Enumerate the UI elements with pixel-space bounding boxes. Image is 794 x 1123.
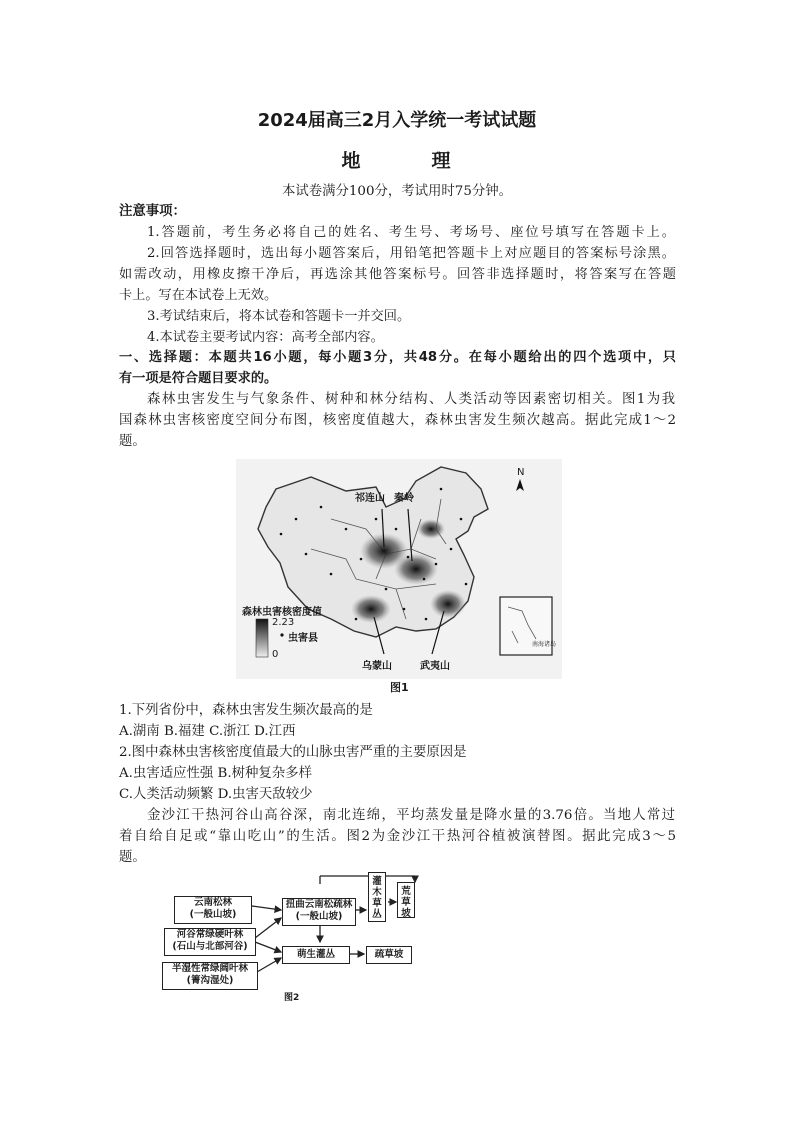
q2-options-cd: C.人类活动频繁 D.虫害天敌较少: [119, 787, 313, 802]
legend-dot-icon: [280, 633, 283, 636]
label-qilian: 祁连山: [355, 493, 385, 504]
box-twisted-pine: 扭曲云南松疏林 (一般山坡): [282, 898, 356, 926]
box-sparse-grass: 疏草坡: [366, 946, 412, 964]
vegetation-succession-diagram: [160, 872, 440, 1002]
north-label: N: [517, 467, 525, 478]
box-broadleaf-forest: 半湿性常绿阔叶林 (箐沟湿处): [162, 962, 258, 990]
box-yunnan-pine: 云南松林 (一般山坡): [174, 896, 252, 924]
label-qinling: 秦岭: [394, 493, 414, 504]
legend-max: 2.23: [272, 617, 295, 628]
note-3: 3.考试结束后，将本试卷和答题卡一并交回。: [147, 309, 411, 324]
label-wuyi: 武夷山: [420, 661, 450, 672]
passage2-line-3: 题。: [119, 850, 146, 865]
q1-stem: 1.下列省份中，森林虫害发生频次最高的是: [119, 703, 373, 718]
section1-heading-1: 一、选择题：本题共16小题，每小题3分，共48分。在每小题给出的四个选项中，只: [119, 350, 676, 365]
note-1: 1.答题前，考生务必将自己的姓名、考生号、考场号、座位号填写在答题卡上。: [147, 225, 675, 240]
section1-heading-2: 有一项是符合题目要求的。: [119, 371, 278, 386]
legend-point: 虫害县: [288, 633, 318, 644]
subject-char-1: 地: [341, 150, 363, 172]
note-4: 4.本试卷主要考试内容：高考全部内容。: [147, 330, 384, 345]
box-barren-slope: 荒草坡: [397, 882, 415, 918]
figure2-caption: 图2: [284, 993, 300, 1003]
passage1-line-1: 森林虫害发生与气象条件、树种和林分结构、人类活动等因素密切相关。图1为我: [147, 392, 675, 407]
note-2-cont-b: 卡上。写在本试卷上无效。: [119, 288, 278, 303]
passage1-line-2: 国森林虫害核密度空间分布图，核密度值越大，森林虫害发生频次越高。据此完成1～2: [119, 413, 676, 428]
legend-title: 森林虫害核密度值: [242, 607, 322, 618]
subject-char-2: 理: [431, 150, 453, 172]
passage2-line-2: 着自给自足或“靠山吃山”的生活。图2为金沙江干热河谷植被演替图。据此完成3～5: [119, 829, 676, 844]
q1-options: A.湖南 B.福建 C.浙江 D.江西: [119, 724, 296, 739]
legend-min: 0: [272, 649, 279, 660]
box-sclerophyll-forest: 河谷常绿硬叶林 (石山与北部河谷): [164, 928, 256, 956]
exam-title: 2024届高三2月入学统一考试试题: [257, 110, 537, 131]
inset-label: 南海诸岛: [532, 641, 557, 648]
q2-options-ab: A.虫害适应性强 B.树种复杂多样: [119, 766, 312, 781]
box-shrub-grass: 灌木草丛: [368, 872, 386, 922]
density-legend-bar: [256, 619, 268, 657]
subject-title: [0, 146, 794, 173]
forest-pest-density-map: [236, 459, 562, 679]
exam-info: 本试卷满分100分，考试用时75分钟。: [281, 184, 513, 199]
passage2-line-1: 金沙江干热河谷山高谷深，南北连绵，平均蒸发量是降水量的3.76倍。当地人常过: [147, 808, 675, 823]
note-2-cont-a: 如需改动，用橡皮擦干净后，再选涂其他答案标号。回答非选择题时，将答案写在答题: [119, 267, 676, 282]
notes-heading: 注意事项：: [119, 204, 186, 219]
q2-stem: 2.图中森林虫害核密度值最大的山脉虫害严重的主要原因是: [119, 745, 467, 760]
passage1-line-3: 题。: [119, 434, 146, 449]
label-wumeng: 乌蒙山: [362, 661, 392, 672]
note-2: 2.回答选择题时，选出每小题答案后，用铅笔把答题卡上对应题目的答案标号涂黑。: [147, 246, 675, 261]
box-sprout-shrub: 萌生灌丛: [282, 946, 350, 964]
figure1-caption: 图1: [390, 681, 409, 694]
